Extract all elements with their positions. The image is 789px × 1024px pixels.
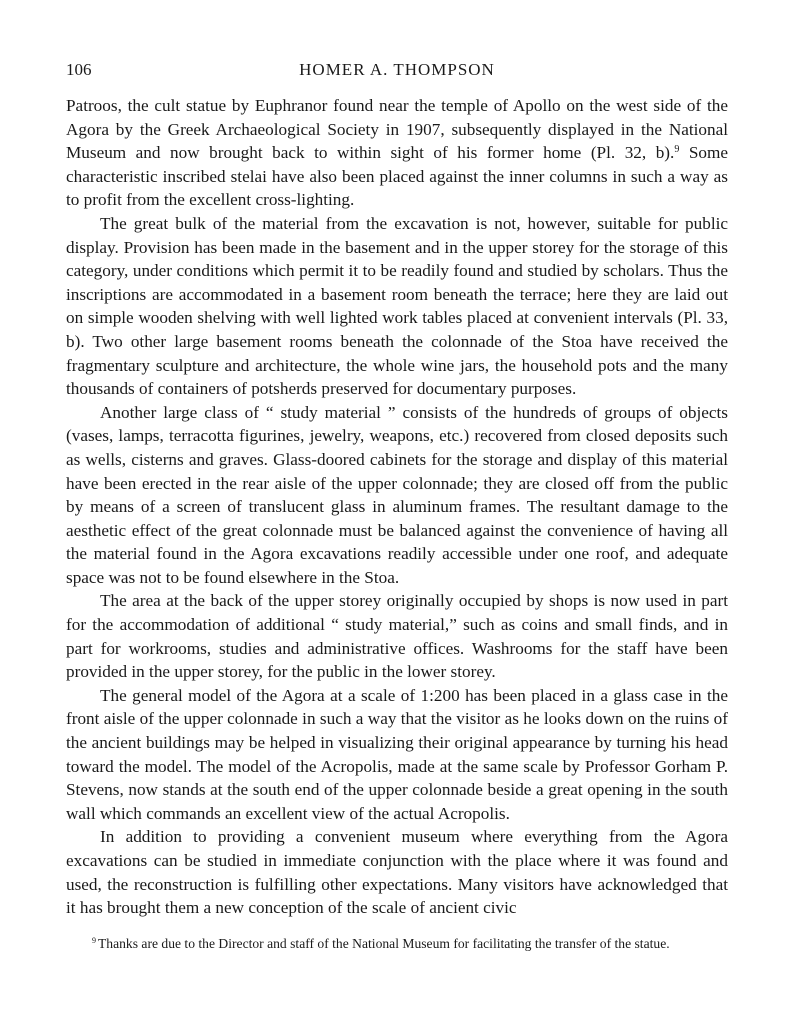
footnote: [66, 934, 728, 953]
page-number: 106: [66, 60, 92, 79]
paragraph: In addition to providing a convenient museum where everything from the Agora excavations can be studied in immediate conjunction with the place where it was found and used, the reconstruction is fulfilling other expectations. Many visitors have acknowledged that it has brought them a new conception of the scale of ancient civic: [66, 827, 728, 918]
paragraph: The area at the back of the upper storey originally occupied by shops is now used in part for the accommodation of additional “ study material,” such as coins and small finds, and in part for workrooms, studies and administrative offices. Washrooms for the staff have been provided in the upper storey, for the public in the lower storey.: [66, 591, 728, 682]
footnote-reference[interactable]: 9: [674, 144, 680, 156]
footnote-marker: 9: [92, 935, 96, 945]
document-page: [66, 58, 728, 953]
body-text: [66, 94, 728, 920]
paragraph: Another large class of “ study material ” consists of the hundreds of groups of objects (vases, lamps, terracotta figurines, jewelry, weapons, etc.) recovered from closed deposits such as wells, cisterns and graves. Glass-doored cabinets for the storage and display of this material have been erected in the rear aisle of the upper colonnade; they are closed off from the public by means of a screen of translucent glass in aluminum frames. The resultant damage to the aesthetic effect of the great colonnade must be balanced against the convenience of having all the material found in the Agora excavations readily accessible under one roof, and adequate space was not to be found elsewhere in the Stoa.: [66, 402, 728, 587]
paragraph-text: Some characteristic inscribed stelai have also been placed against the inner columns in such a way as to profit from the excellent cross-lighting.: [66, 143, 729, 210]
paragraph: The general model of the Agora at a scale of 1:200 has been placed in a glass case in the front aisle of the upper colonnade in such a way that the visitor as he looks down on the ruins of the ancient buildings may be helped in visualizing their original appearance by turning his head toward the model. The model of the Acropolis, made at the same scale by Professor Gorham P. Stevens, now stands at the south end of the upper colonnade beside a great opening in the south wall which commands an excellent view of the actual Acropolis.: [66, 685, 728, 823]
paragraph: The great bulk of the material from the excavation is not, however, suitable for public display. Provision has been made in the basement and in the upper storey for the storage of this category, under conditions which permit it to be readily found and studied by scholars. Thus the inscriptions are accommodated in a basement room beneath the terrace; here they are laid out on simple wooden shelving with well lighted work tables placed at convenient intervals (Pl. 33, b). Two other large basement rooms beneath the colonnade of the Stoa have received the fragmentary sculpture and architecture, the whole wine jars, the household pots and the many thousands of containers of potsherds preserved for documentary purposes.: [66, 213, 728, 399]
paragraph-continuation: [66, 94, 728, 212]
paragraph-text: Patroos, the cult statue by Euphranor found near the temple of Apollo on the west side of the Agora by the Greek Archaeological Society in 1907, subsequently displayed in the National Museum and now brought back to within sight of his former home (Pl. 32, b).: [66, 96, 728, 163]
footnote-text: Thanks are due to the Director and staff of the National Museum for facilitating the transfer of the statue.: [98, 935, 670, 951]
running-title: HOMER A. THOMPSON: [299, 60, 495, 79]
running-head: [66, 58, 728, 82]
